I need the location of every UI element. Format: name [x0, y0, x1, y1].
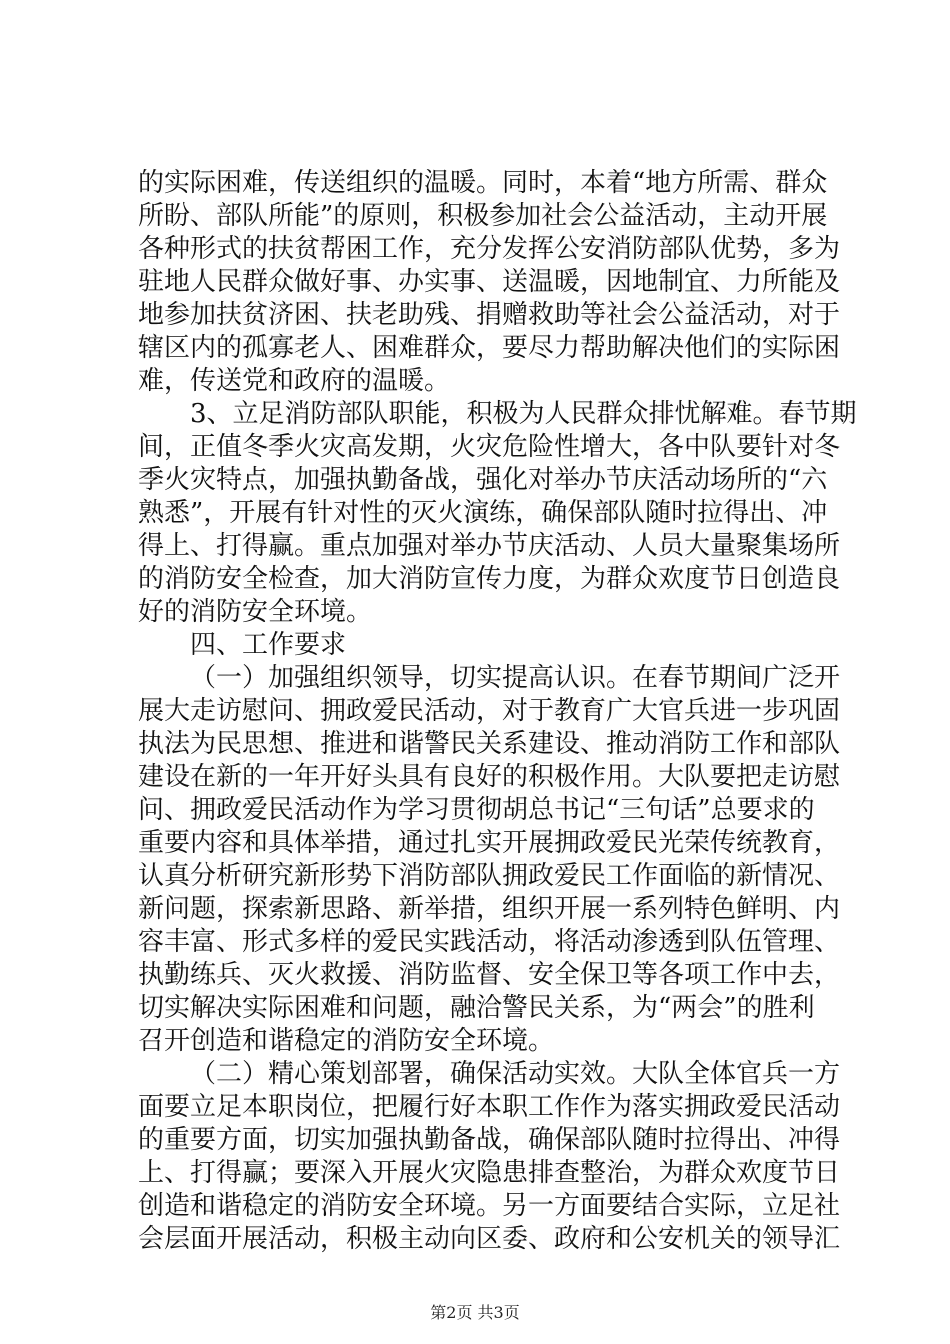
- page-footer: 第2页 共3页: [430, 1303, 520, 1322]
- text-line: 召开创造和谐稳定的消防安全环境。: [138, 1026, 555, 1056]
- text-line: 认真分析研究新形势下消防部队拥政爱民工作面临的新情况、: [138, 861, 841, 891]
- text-line: 辖区内的孤寡老人、困难群众，要尽力帮助解决他们的实际困: [138, 333, 841, 363]
- text-line: 难，传送党和政府的温暖。: [138, 366, 451, 396]
- text-line: 的实际困难，传送组织的温暖。同时，本着“地方所需、群众: [138, 168, 828, 198]
- text-line: 四、工作要求: [190, 630, 347, 660]
- text-line: 问、拥政爱民活动作为学习贯彻胡总书记“三句话”总要求的: [138, 795, 815, 825]
- text-line: 得上、打得赢。重点加强对举办节庆活动、人员大量聚集场所: [138, 531, 841, 561]
- text-line: 展大走访慰问、拥政爱民活动，对于教育广大官兵进一步巩固: [138, 696, 841, 726]
- text-line: 重要内容和具体举措，通过扎实开展拥政爱民光荣传统教育，: [138, 828, 841, 858]
- text-line: 熟悉”，开展有针对性的灭火演练，确保部队随时拉得出、冲: [138, 498, 828, 528]
- text-line: 好的消防安全环境。: [138, 597, 373, 627]
- text-line: 容丰富、形式多样的爱民实践活动，将活动渗透到队伍管理、: [138, 927, 841, 957]
- text-line: 所盼、部队所能”的原则，积极参加社会公益活动，主动开展: [138, 201, 828, 231]
- text-line: 面要立足本职岗位，把履行好本职工作作为落实拥政爱民活动: [138, 1092, 841, 1122]
- text-line: 创造和谐稳定的消防安全环境。另一方面要结合实际，立足社: [138, 1191, 841, 1221]
- text-line: 季火灾特点，加强执勤备战，强化对举办节庆活动场所的“六: [138, 465, 828, 495]
- text-line: 会层面开展活动，积极主动向区委、政府和公安机关的领导汇: [138, 1224, 841, 1254]
- text-line: 的重要方面，切实加强执勤备战，确保部队随时拉得出、冲得: [138, 1125, 841, 1155]
- text-line: 新问题，探索新思路、新举措，组织开展一系列特色鲜明、内: [138, 894, 841, 924]
- text-line: 间，正值冬季火灾高发期，火灾危险性增大，各中队要针对冬: [138, 432, 841, 462]
- text-line: 各种形式的扶贫帮困工作，充分发挥公安消防部队优势，多为: [138, 234, 841, 264]
- text-line: 切实解决实际困难和问题，融洽警民关系，为“两会”的胜利: [138, 993, 815, 1023]
- text-line: 执法为民思想、推进和谐警民关系建设、推动消防工作和部队: [138, 729, 841, 759]
- document-body: [138, 167, 857, 1256]
- text-line: 地参加扶贫济困、扶老助残、捐赠救助等社会公益活动，对于: [138, 300, 841, 330]
- text-line: （二）精心策划部署，确保活动实效。大队全体官兵一方: [190, 1059, 841, 1089]
- text-line: 驻地人民群众做好事、办实事、送温暖，因地制宜、力所能及: [138, 267, 841, 297]
- text-line: 执勤练兵、灭火救援、消防监督、安全保卫等各项工作中去，: [138, 960, 841, 990]
- text-line: 的消防安全检查，加大消防宣传力度，为群众欢度节日创造良: [138, 564, 841, 594]
- text-line: 上、打得赢；要深入开展火灾隐患排查整治，为群众欢度节日: [138, 1158, 841, 1188]
- text-line: 建设在新的一年开好头具有良好的积极作用。大队要把走访慰: [138, 762, 841, 792]
- text-line: 3、立足消防部队职能，积极为人民群众排忧解难。春节期: [190, 399, 857, 429]
- text-line: （一）加强组织领导，切实提高认识。在春节期间广泛开: [190, 663, 841, 693]
